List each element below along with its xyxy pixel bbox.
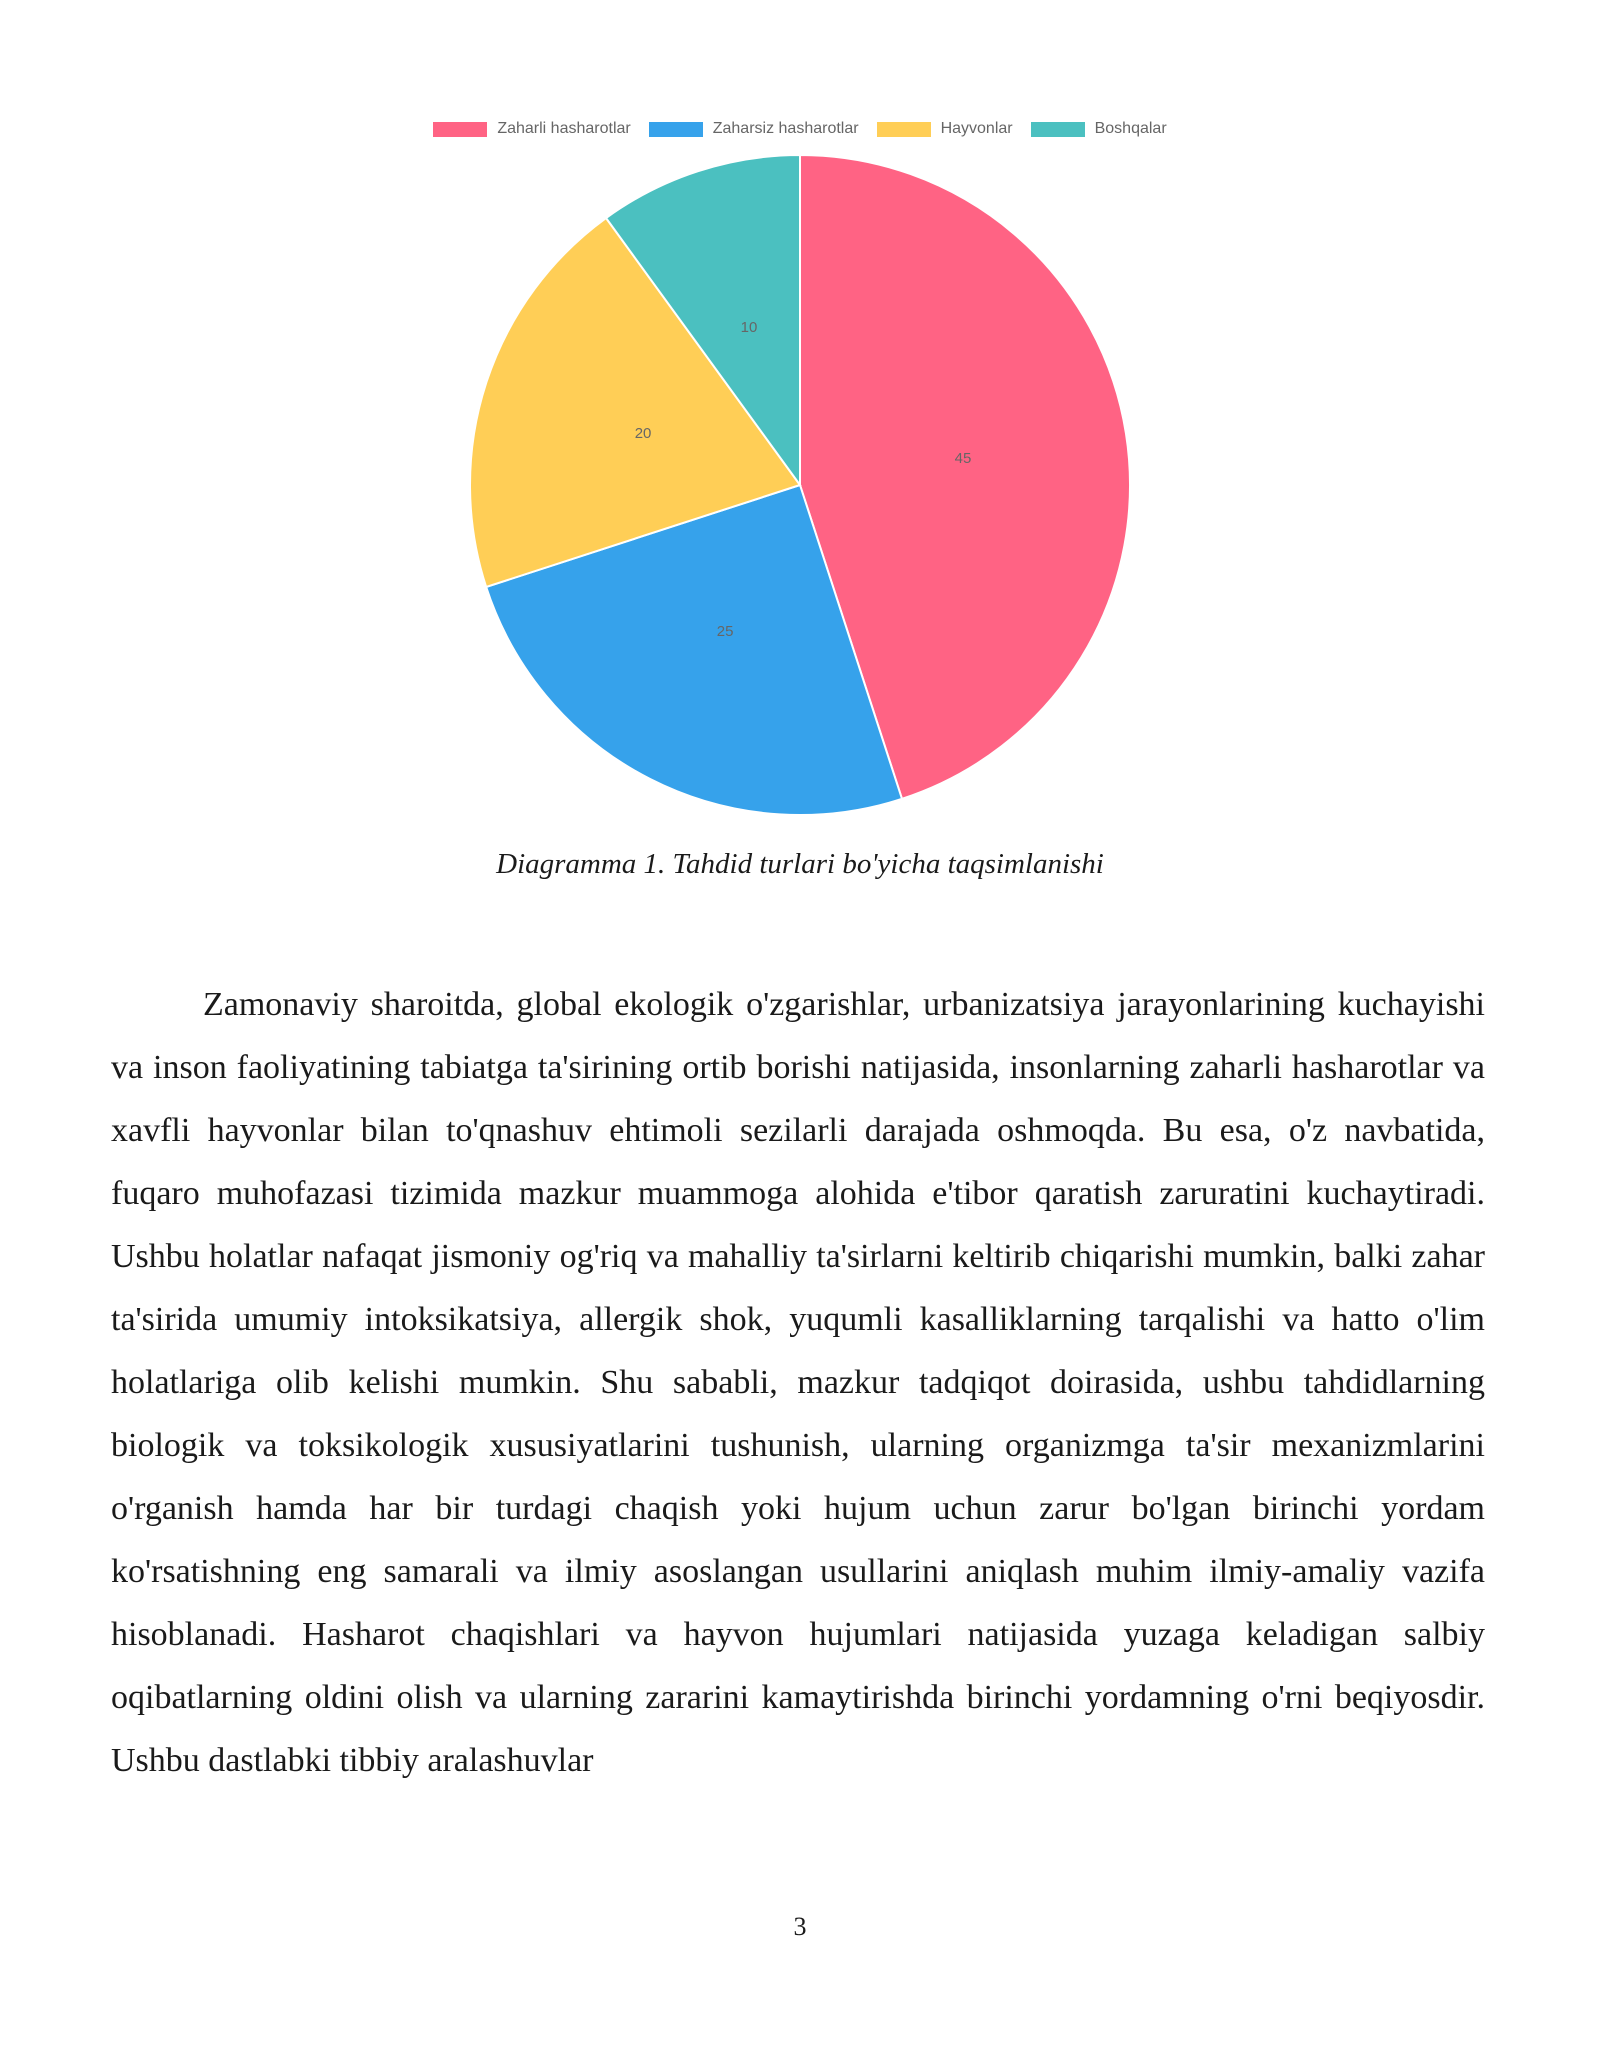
legend-swatch [433,122,487,137]
page-number: 3 [793,1912,807,1941]
legend-label: Boshqalar [1094,120,1167,137]
legend-swatch [1031,122,1085,137]
slice-value-label: 10 [740,319,758,337]
legend-label: Zaharli hasharotlar [497,120,631,137]
legend-swatch [877,122,931,137]
slice-value-label: 20 [634,424,652,442]
figure-caption: Diagramma 1. Tahdid turlari bo'yicha taqsimlanishi [496,848,1104,880]
body-paragraph: Zamonaviy sharoitda, global ekologik o'zgarishlar, urbanizatsiya jarayonlarining kuchayishi va inson faoliyatining tabiatga ta'sirining ortib borishi natijasida, insonlarning zaharli hasharotlar va xavfli hayvonlar bilan to'qnashuv ehtimoli sezilarli darajada oshmoqda. Bu esa, o'z navbatida, fuqaro muhofazasi tizimida mazkur muammoga alohida e'tibor qaratish zaruratini kuchaytiradi. Ushbu holatlar nafaqat jismoniy og'riq va mahalliy ta'sirlarni keltirib chiqarishi mumkin, balki zahar ta'sirida umumiy intoksikatsiya, allergik shok, yuqumli kasalliklarning tarqalishi va hatto o'lim holatlariga olib kelishi mumkin. Shu sababli, mazkur tadqiqot doirasida, ushbu tahdidlarning biologik va toksikologik xususiyatlarini tushunish, ularning organizmga ta'sir mexanizmlarini o'rganish hamda har bir turdagi chaqish yoki hujum uchun zarur bo'lgan birinchi yordam ko'rsatishning eng samarali va ilmiy asoslangan usullarini aniqlash muhim ilmiy-amaliy vazifa hisoblanadi. Hasharot chaqishlari va hayvon hujumlari natijasida yuzaga keladigan salbiy oqibatlarning oldini olish va ularning zararini kamaytirishda birinchi yordamning o'rni beqiyosdir. Ushbu dastlabki tibbiy aralashuvlar [111,986,1485,1779]
legend-swatch [649,122,703,137]
legend-label: Zaharsiz hasharotlar [712,120,859,137]
pie-chart [460,150,1140,830]
legend-item[interactable] [877,120,1013,138]
chart-legend [0,120,1600,138]
legend-item[interactable] [1031,120,1167,138]
slice-value-label: 25 [716,622,734,640]
legend-label: Hayvonlar [940,120,1013,137]
legend-item[interactable] [433,120,630,138]
slice-value-label: 45 [954,450,972,468]
legend-item[interactable] [649,120,859,138]
